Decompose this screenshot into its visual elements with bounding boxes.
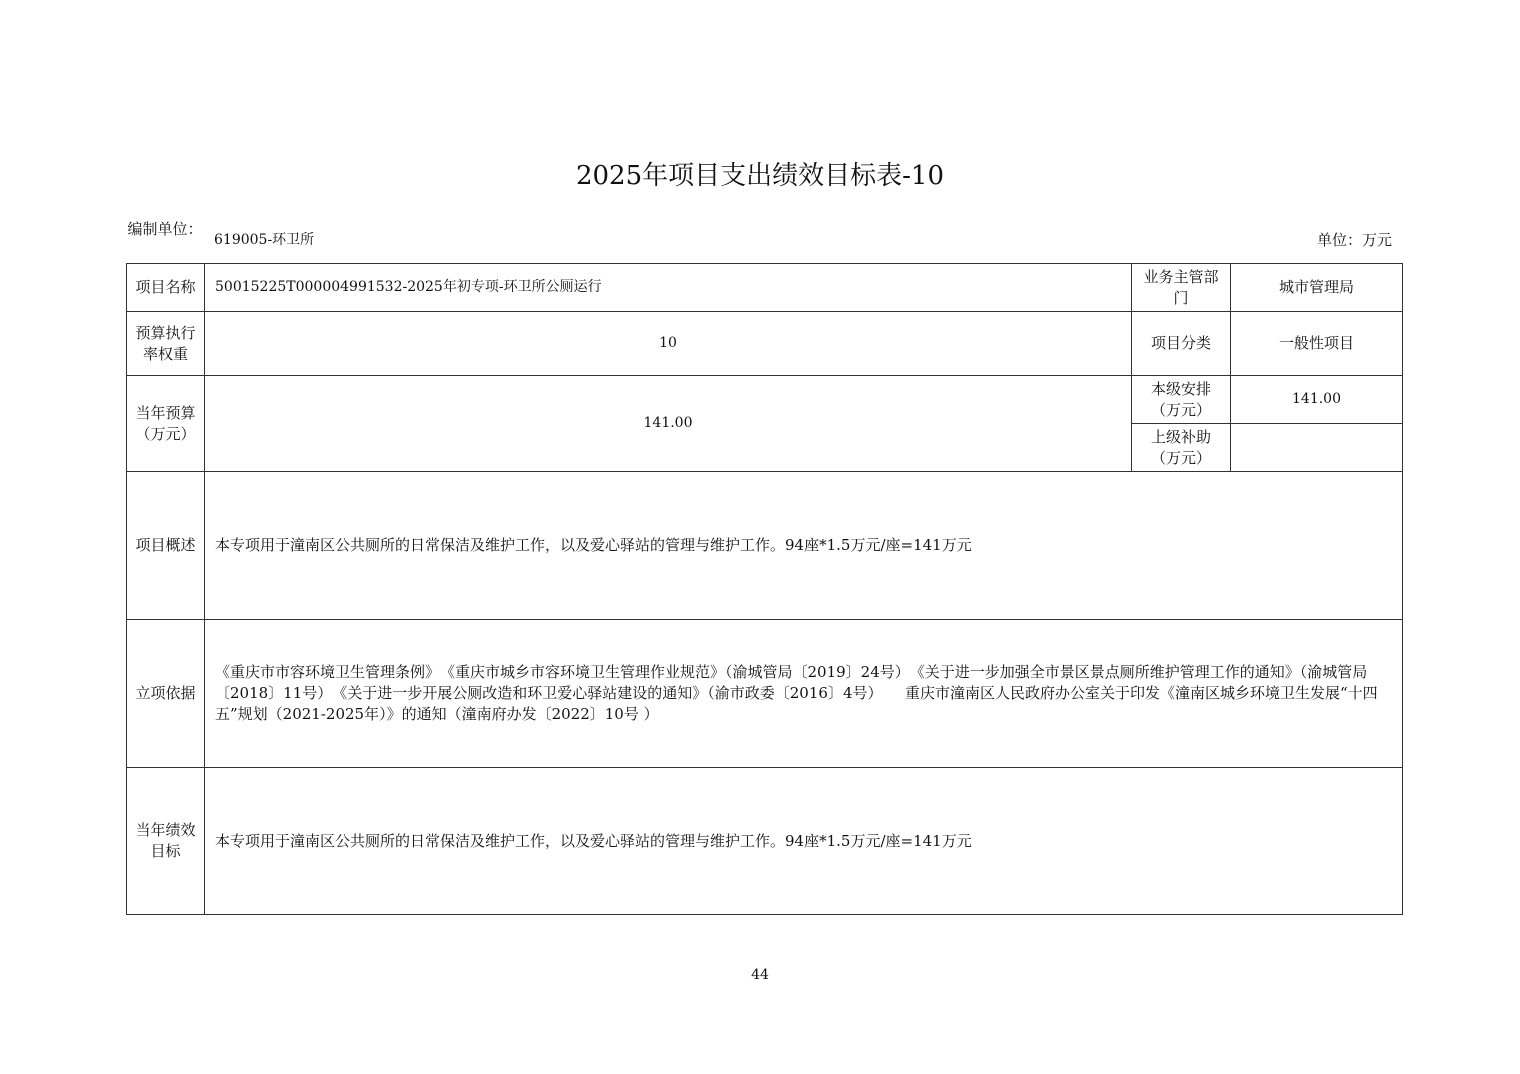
goal-value: 本专项用于潼南区公共厕所的日常保洁及维护工作，以及爱心驿站的管理与维护工作。94座*1.5万元/座=141万元: [205, 768, 1403, 915]
goal-label: 当年绩效目标: [127, 768, 205, 915]
overview-label: 项目概述: [127, 472, 205, 620]
table-row: [127, 768, 1403, 915]
table-row: [127, 312, 1403, 376]
table-row: [127, 376, 1403, 424]
compiling-unit-value: 619005-环卫所: [214, 232, 315, 248]
superior-subsidy-label: 上级补助（万元）: [1132, 424, 1231, 472]
document-title: 2025年项目支出绩效目标表-10: [575, 161, 945, 191]
table-row: [127, 620, 1403, 768]
weight-value: 10: [205, 312, 1132, 376]
overview-value: 本专项用于潼南区公共厕所的日常保洁及维护工作，以及爱心驿站的管理与维护工作。94座*1.5万元/座=141万元: [205, 472, 1403, 620]
table-row: [127, 472, 1403, 620]
budget-label: 当年预算（万元）: [127, 376, 205, 472]
budget-value: 141.00: [205, 376, 1132, 472]
category-value: 一般性项目: [1231, 312, 1403, 376]
department-value: 城市管理局: [1231, 264, 1403, 312]
department-label: 业务主管部门: [1132, 264, 1231, 312]
project-name-value: 50015225T000004991532-2025年初专项-环卫所公厕运行: [205, 264, 1132, 312]
currency-unit: 单位：万元: [1316, 231, 1392, 249]
project-name-label: 项目名称: [127, 264, 205, 312]
category-label: 项目分类: [1132, 312, 1231, 376]
page-number: 44: [751, 967, 769, 983]
performance-target-table: [126, 263, 1403, 915]
local-arrangement-value: 141.00: [1231, 376, 1403, 424]
compiling-unit-label: 编制单位：: [127, 220, 203, 238]
superior-subsidy-value: [1231, 424, 1403, 472]
basis-value: 《重庆市市容环境卫生管理条例》 《重庆市城乡市容环境卫生管理作业规范》（渝城管局〔2019〕24号） 《关于进一步加强全市景区景点厕所维护管理工作的通知》（渝城管局〔2018〕11号） 《关于进一步开展公厕改造和环卫爱心驿站建设的通知》（渝市政委〔2016〕4号） 重庆市潼南区人民政府办公室关于印发《潼南区城乡环境卫生发展“十四五”规划（2021-2025年）》的通知（潼南府办发〔2022〕10号 ）: [205, 620, 1403, 768]
basis-label: 立项依据: [127, 620, 205, 768]
weight-label: 预算执行率权重: [127, 312, 205, 376]
local-arrangement-label: 本级安排（万元）: [1132, 376, 1231, 424]
table-row: [127, 264, 1403, 312]
